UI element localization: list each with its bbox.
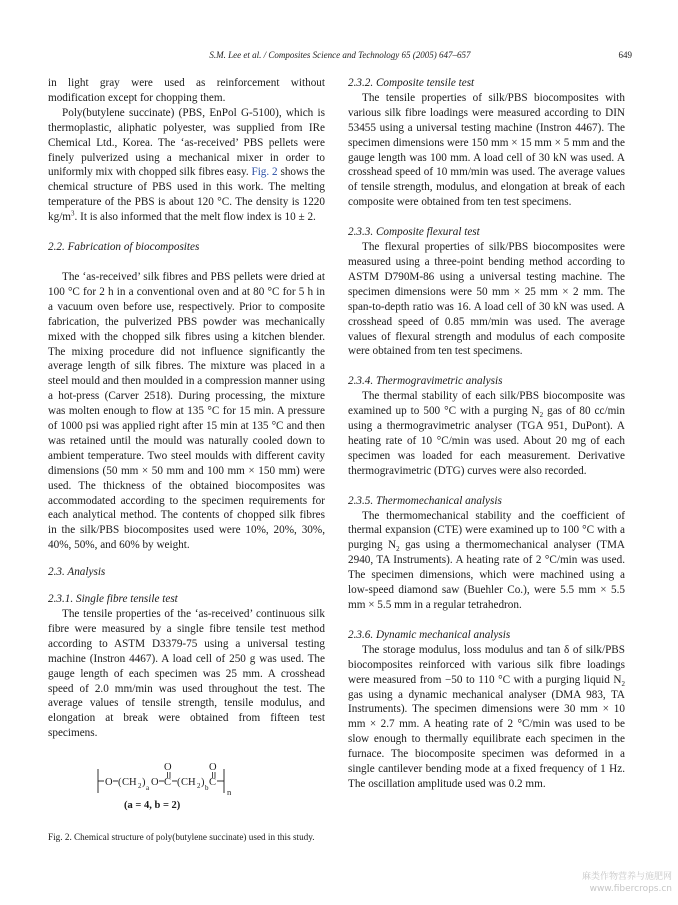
formula-parameters: (a = 4, b = 2) [124, 800, 181, 812]
svg-text:O: O [164, 762, 172, 774]
svg-text:O: O [151, 777, 159, 789]
svg-text:C: C [164, 777, 172, 789]
pbs-structure-formula [94, 759, 294, 799]
svg-text:b: b [205, 784, 209, 793]
paragraph: The ‘as-received’ silk fibres and PBS pellets were dried at 100 °C for 2 h in a conventional oven and at 80 °C for 5 h in a vacuum oven before use, respectively. Prior to composite fabrication, the pulverized PBS powder was mechanically mixed with the chopped silk fibres using a kitchen blender. The mixing procedure did not influence significantly the average length of silk fibres. The mixture was placed in a steel mould and then moulded in a compression manner using a hot-press (Carver 2518). During processing, the mixture was molten enough to flow at 135 °C for 15 min. A pressure of 1000 psi was applied right after 15 min at 135 °C and then was retained until the mould was naturally cooled down to ambient temperature. Two steel moulds with different cavity dimensions (50 mm × 50 mm and 100 mm × 150 mm) were used. The thickness of the obtained biocomposites was accommodated according to the specimen requirements for each analytical method. The contents of chopped silk fibres in the silk/PBS biocomposites used were 10%, 20%, 30%, 40%, 50%, and 60% by weight. [48, 270, 325, 552]
left-column [48, 76, 325, 844]
subsection-heading: 2.3.4. Thermogravimetric analysis [348, 375, 503, 388]
subsection-heading: 2.3.1. Single fibre tensile test [48, 593, 178, 606]
subsection-heading: 2.3.6. Dynamic mechanical analysis [348, 628, 511, 641]
paragraph: The tensile properties of the ‘as-received’ continuous silk fibre were measured by a single fibre tensile test method according to ASTM D3379-75 using a universal testing machine (Instron 4467). A load cell of 250 g was used. The gauge length of each specimen was 25 mm. A crosshead speed of 2.0 mm/min was used throughout the test. The average values of tensile strength, tensile modulus, and elongation at break were obtained from fifteen test specimens. [48, 608, 325, 740]
right-column [348, 76, 625, 792]
paragraph: Poly(butylene succinate) (PBS, EnPol G-5100), which is thermoplastic, aliphatic polyester, was supplied from IRe Chemical Ltd., Korea. The ‘as-received’ PBS pellets were finely pulverized using a mechanical mixer in order to uniformly mix with chopped silk fibres easy. Fig. 2 shows the chemical structure of PBS used in this work. The melting temperature of the PBS is about 120 °C. The density is 1220 $kg/m^3$. It is also informed that the melt flow index is 10 ± 2. [48, 106, 325, 224]
subsection-heading: 2.3.3. Composite flexural test [348, 226, 480, 239]
site-watermark: 麻类作物营养与施肥网 www.fibercrops.cn [581, 872, 672, 894]
svg-text:O: O [105, 777, 113, 789]
svg-text:CH: CH [122, 777, 137, 789]
paragraph: The thermomechanical stability and the coefficient of thermal expansion (CTE) were examined up to 100 °C with a purging $N_2$ gas using a thermomechanical analyser (TMA 2940, TA Instruments). A heating rate of 2 °C/min was used. The specimen dimensions, which were machined using a low-speed diamond saw (Buehler Co.), were 5.5 mm × 5.5 mm × 5.5 mm in a regular tetrahedron. [348, 509, 625, 611]
svg-text:2: 2 [197, 782, 201, 791]
page-number: 649 [618, 50, 632, 60]
paragraph: The flexural properties of silk/PBS biocomposites were measured using a three-point bending method according to ASTM D790M-86 using a universal testing machine. The specimen dimensions were 50 mm × 25 mm × 2 mm. The span-to-depth ratio was 16. A load cell of 30 kN was used. A crosshead speed of 0.85 mm/min was used. The average values of flexural strength and modulus of each composite were obtained from ten test specimens. [348, 241, 625, 358]
running-title: S.M. Lee et al. / Composites Science and Technology 65 (2005) 647–657 [209, 50, 471, 60]
subsection-heading: 2.3.2. Composite tensile test [348, 77, 475, 89]
svg-text:(: ( [118, 777, 122, 789]
svg-text:n: n [227, 787, 232, 798]
running-header [48, 50, 632, 66]
svg-text:C: C [209, 777, 217, 789]
figure-link[interactable]: Fig. 2 [251, 166, 278, 179]
svg-text:O: O [209, 762, 217, 774]
section-heading: 2.3. Analysis [48, 566, 106, 579]
svg-text:): ) [142, 777, 146, 789]
svg-text:2: 2 [138, 782, 142, 791]
svg-text:): ) [201, 777, 205, 789]
paragraph: in light gray were used as reinforcement without modification except for chopping them. [48, 77, 325, 104]
svg-text:a: a [146, 784, 150, 793]
paragraph: The thermal stability of each silk/PBS biocomposite was examined up to 500 °C with a purging $N_2$ gas of 80 cc/min using a thermogravimetric analyser (TGA 951, DuPont). A heating rate of 10 °C/min was used. About 20 mg of each specimen was loaded for each measurement. Derivative thermogravimetric (DTG) curves were also recorded. [348, 390, 625, 477]
chemical-structure-figure [48, 759, 325, 815]
section-heading: 2.2. Fabrication of biocomposites [48, 241, 200, 254]
subsection-heading: 2.3.5. Thermomechanical analysis [348, 494, 502, 507]
paragraph: The tensile properties of silk/PBS biocomposites with various silk fibre loadings were measured according to DIN 53455 using a universal testing machine (Instron 4467). The specimen dimensions were 150 mm × 15 mm × 5 mm and the gauge length was 100 mm. A load cell of 30 kN was used. A crosshead speed of 10 mm/min was used. The average values of tensile strength, modulus, and elongation at break of each composite were obtained from ten test specimens. [348, 91, 625, 209]
svg-text:CH: CH [181, 777, 196, 789]
svg-text:(: ( [177, 777, 181, 789]
figure-caption: Fig. 2. Chemical structure of poly(butylene succinate) used in this study. [48, 832, 315, 843]
paragraph: The storage modulus, loss modulus and tan δ of silk/PBS biocomposites reinforced with various silk fibre loadings were measured from −50 to 110 °C with a purging liquid $N_2$ gas using a dynamic mechanical analyser (DMA 983, TA Instruments). The specimen dimensions were 30 mm × 10 mm × 2.7 mm. A heating rate of 2 °C/min was used to be slow enough to thermally equilibrate each specimen in the furnace. The biocomposite specimen was deformed in a single cantilever bending mode at a fixed frequency of 1 Hz. The oscillation amplitude used was 0.2 mm. [348, 643, 625, 790]
